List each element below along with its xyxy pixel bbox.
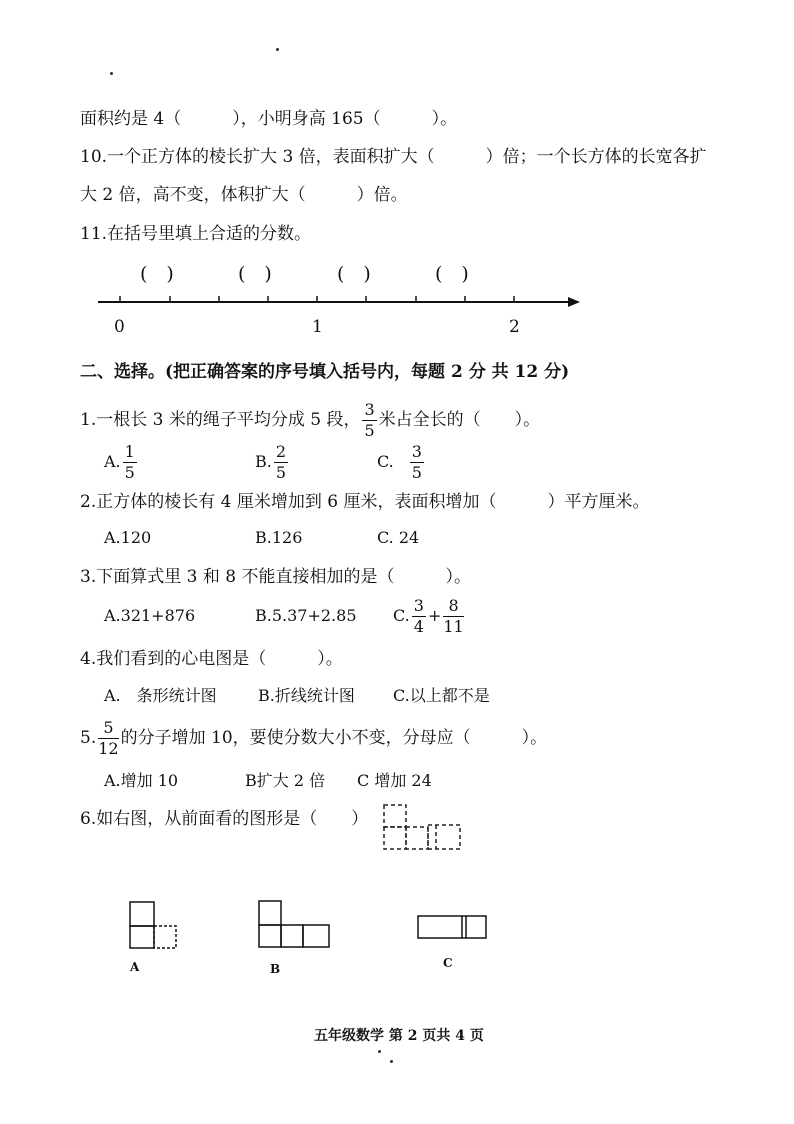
q5-option-b[interactable]: B扩大 2 倍 <box>245 771 326 790</box>
question-1-pre: 1.一根长 3 米的绳子平均分成 5 段， <box>80 410 361 430</box>
question-1-post: 米占全长的（ ）。 <box>378 410 541 430</box>
q4-option-b[interactable]: B.折线统计图 <box>258 686 355 705</box>
question-10-line1: 10.一个正方体的棱长扩大 3 倍，表面积扩大（ ）倍；一个长方体的长宽各扩 <box>80 147 707 167</box>
section-2-heading: 二、选择。(把正确答案的序号填入括号内，每题 2 分 共 12 分) <box>80 362 570 382</box>
q6-figure-b[interactable] <box>257 899 337 951</box>
question-5: 5. $\frac{5}{12}$ 的分子增加 10，要使分数大小不变，分母应（ ）。 <box>80 718 548 758</box>
number-line-blank-1[interactable]: ( ) <box>140 263 174 285</box>
q5-option-a[interactable]: A.增加 10 <box>104 771 179 790</box>
q1-option-c[interactable]: C. $\frac{3}{5}$ <box>377 442 422 482</box>
q4-option-a[interactable]: A. 条形统计图 <box>104 686 217 705</box>
number-line-blank-4[interactable]: ( ) <box>435 263 469 285</box>
q6-option-b[interactable]: B <box>270 962 281 976</box>
number-line-label-0: 0 <box>114 317 125 337</box>
q3-option-c[interactable]: C. $\frac{3}{4}$ + $\frac{8}{11}$ <box>393 596 464 636</box>
number-line-label-2: 2 <box>509 317 520 337</box>
number-line-blank-2[interactable]: ( ) <box>238 263 272 285</box>
fraction-5-12: $\frac{5}{12}$ <box>98 718 119 758</box>
q2-option-a[interactable]: A.120 <box>104 528 152 547</box>
scan-speck <box>276 48 279 51</box>
question-9-tail: 面积约是 4（ ），小明身高 165（ ）。 <box>80 109 458 129</box>
scan-speck <box>378 1050 381 1053</box>
scan-speck <box>110 72 113 75</box>
question-3: 3.下面算式里 3 和 8 不能直接相加的是（ ）。 <box>80 567 471 587</box>
page-footer: 五年级数学 第 2 页共 4 页 <box>314 1028 484 1044</box>
question-1 <box>80 398 540 442</box>
q6-option-a[interactable]: A <box>130 960 140 974</box>
number-line-blank-3[interactable]: ( ) <box>337 263 371 285</box>
q3-option-a[interactable]: A.321+876 <box>104 606 196 625</box>
q1-option-b[interactable]: B. $\frac{2}{5}$ <box>255 442 287 482</box>
q6-option-c[interactable]: C <box>443 956 453 970</box>
number-line-label-1: 1 <box>312 317 323 337</box>
scan-speck <box>390 1060 393 1063</box>
q2-option-b[interactable]: B.126 <box>255 528 303 547</box>
question-4: 4.我们看到的心电图是（ ）。 <box>80 649 343 669</box>
fraction-3-5: $\frac{3}{5}$ <box>364 400 375 440</box>
question-6: 6.如右图，从前面看的图形是（ ） <box>80 809 369 829</box>
question-2: 2.正方体的棱长有 4 厘米增加到 6 厘米，表面积增加（ ）平方厘米。 <box>80 492 650 512</box>
q6-reference-figure <box>380 803 470 853</box>
question-10-line2: 大 2 倍，高不变，体积扩大（ ）倍。 <box>80 185 408 205</box>
question-11: 11.在括号里填上合适的分数。 <box>80 224 312 244</box>
q2-option-c[interactable]: C. 24 <box>377 528 420 547</box>
q1-option-a[interactable]: A. $\frac{1}{5}$ <box>104 442 135 482</box>
q4-option-c[interactable]: C.以上都不是 <box>393 686 490 705</box>
q6-figure-a[interactable] <box>128 900 188 952</box>
q3-option-b[interactable]: B.5.37+2.85 <box>255 606 357 625</box>
q6-figure-c[interactable] <box>416 914 496 944</box>
q5-option-c[interactable]: C 增加 24 <box>357 771 432 790</box>
